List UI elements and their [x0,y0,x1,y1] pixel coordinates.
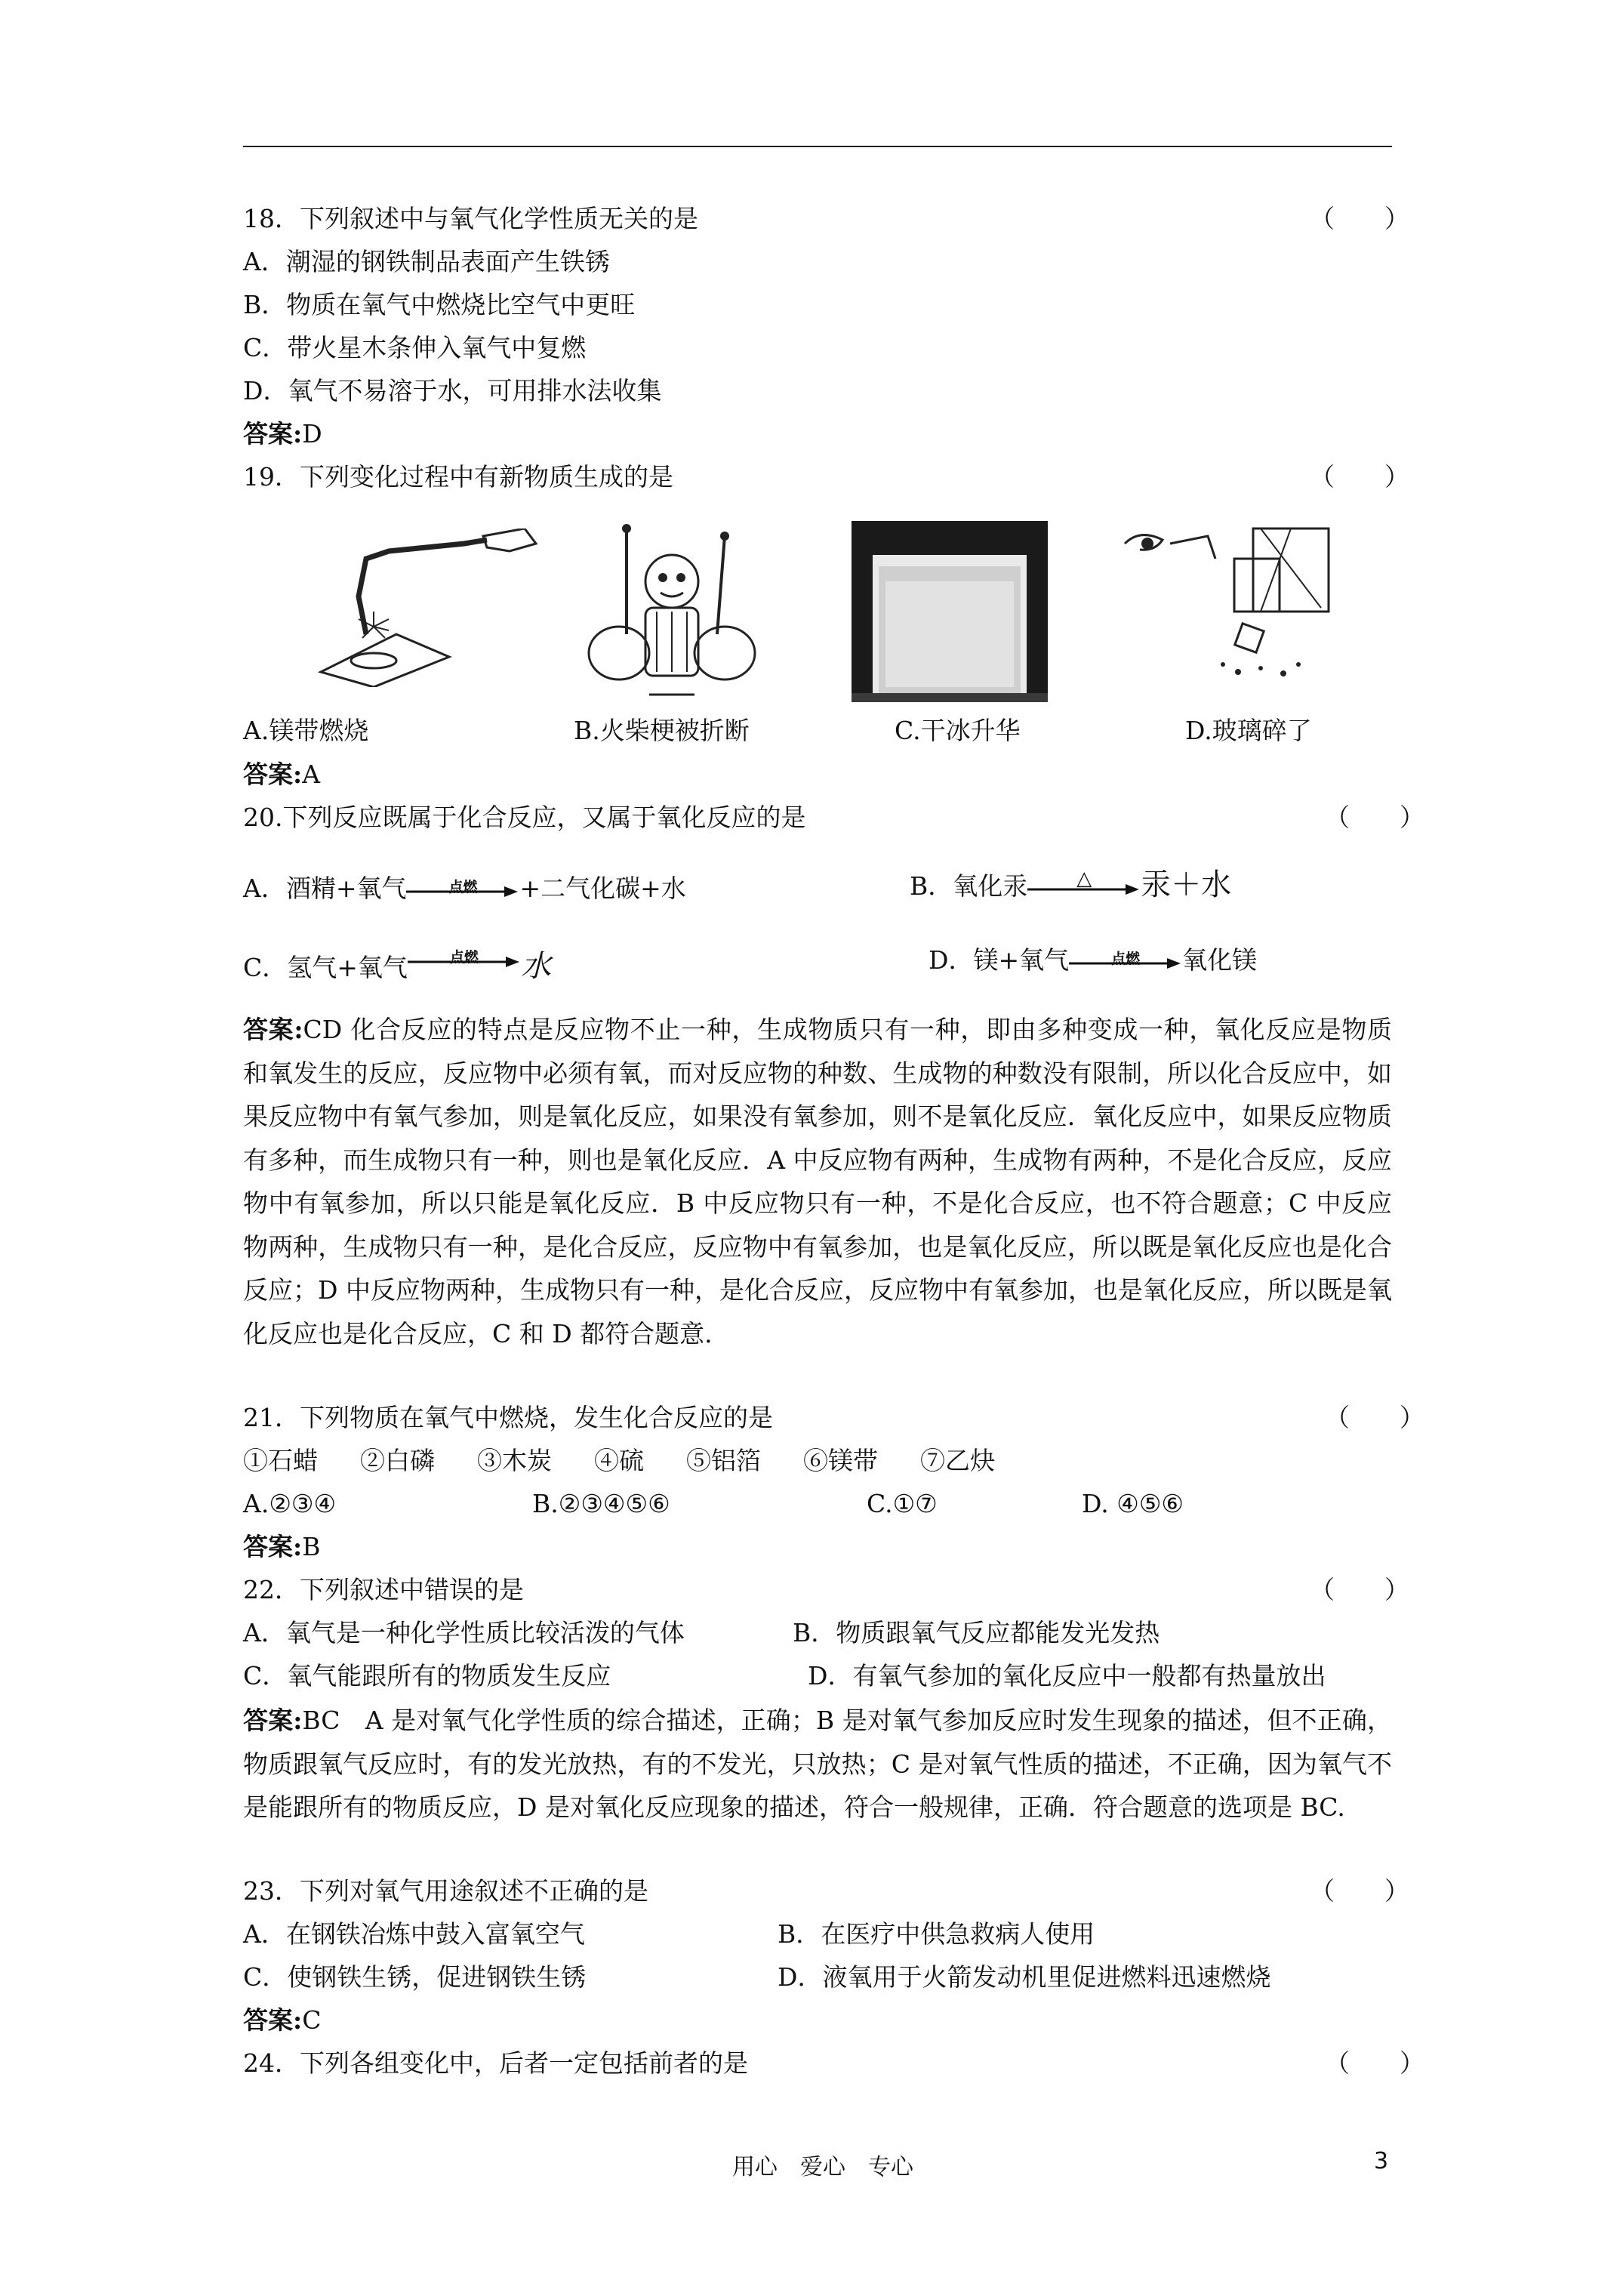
footer-text: 用心 爱心 专心 [732,2154,913,2180]
q21-option-a: A.②③④ [243,1489,337,1518]
q20-option-d [929,944,1257,977]
q21-option-c: C.①⑦ [867,1489,938,1518]
q22-answer-bracket: （ ） [1310,1575,1409,1604]
q23-option-d: D．液氧用于火箭发动机里促进燃料迅速燃烧 [778,1962,1271,1992]
q21-answer-value: B [302,1532,321,1561]
q20-option-c [243,950,551,985]
q23-option-b: B．在医疗中供急救病人使用 [778,1919,1095,1949]
q21-item: ③木炭 [477,1446,552,1475]
q18-answer [243,418,322,451]
q19-caption-a: A.镁带燃烧 [243,716,369,745]
answer-label: 答案: [243,1532,303,1561]
arrow-icon [1027,883,1141,895]
q21-option-d: D. ④⑤⑥ [1082,1489,1184,1518]
q24-stem: 24．下列各组变化中，后者一定包括前者的是 [243,2048,748,2078]
q21-answer [243,1530,320,1564]
q18-option-b: B．物质在氧气中燃烧比空气中更旺 [243,290,636,319]
q19-caption-b: B.火柴梗被折断 [574,716,750,745]
dry-ice-figure [852,521,1048,702]
q19-caption-c: C.干冰升华 [895,716,1021,745]
q20-d-products: 氧化镁 [1182,945,1258,975]
arrow-condition: 点燃 [448,879,478,895]
arrow-condition: 点燃 [1111,951,1141,967]
q21-stem: 21．下列物质在氧气中燃烧，发生化合反应的是 [243,1403,773,1432]
magnesium-burning-figure [313,529,540,687]
q18-answer-value: D [302,419,322,448]
q20-a-products: +二气化碳+水 [519,874,686,903]
q23-answer-value: C [302,2005,322,2035]
q19-answer-value: A [302,760,321,789]
q18-option-d: D．氧气不易溶于水，可用排水法收集 [243,376,662,405]
q20-option-a [243,872,686,905]
q23-answer [243,2004,321,2037]
q22-answer-explanation: BC A 是对氧气化学性质的综合描述，正确；B 是对氧气参加反应时发生现象的描述，但不正确，物质跟氧气反应时，有的发光放热，有的不发光，只放热；C 是对氧气性质的描述，不正确，因为氧气不是能跟所有的物质反应，D 是对氧化反应现象的描述，符合一般规律，正确．符合题意的选项是 BC. [243,1706,1392,1822]
q22-option-a: A．氧气是一种化学性质比较活泼的气体 [243,1618,685,1647]
q21-item: ②白磷 [360,1446,435,1475]
q19-answer [243,758,320,791]
header-rule [243,146,1392,147]
q20-answer-bracket: （ ） [1325,803,1424,832]
answer-label: 答案: [243,419,303,448]
q18-answer-bracket: （ ） [1310,204,1409,233]
q23-stem: 23．下列对氧气用途叙述不正确的是 [243,1876,648,1906]
q23-answer-bracket: （ ） [1310,1876,1409,1906]
q24-answer-bracket: （ ） [1325,2048,1424,2078]
q22-option-c: C．氧气能跟所有的物质发生反应 [243,1661,611,1690]
q22-option-b: B．物质跟氧气反应都能发光发热 [793,1618,1160,1647]
answer-label: 答案: [243,1706,303,1735]
q21-item: ⑥镁带 [803,1446,878,1475]
q21-item: ④硫 [594,1446,644,1475]
page-number: 3 [1374,2148,1389,2174]
q20-answer [243,1008,1392,1355]
q21-answer-bracket: （ ） [1325,1403,1424,1432]
q20-b-products: 汞＋水 [1141,868,1232,902]
q22-option-d: D．有氧气参加的氧化反应中一般都有热量放出 [808,1661,1326,1690]
q20-c-reactants: C．氢气+氧气 [243,953,408,982]
q19-caption-d: D.玻璃碎了 [1185,716,1312,745]
ignite-arrow [408,945,521,975]
q21-item: ⑦乙炔 [920,1446,995,1475]
q21-item: ⑤铝箔 [686,1446,761,1475]
q22-stem: 22．下列叙述中错误的是 [243,1575,524,1604]
q18-stem: 18．下列叙述中与氧气化学性质无关的是 [243,204,698,233]
q20-answer-explanation: CD 化合反应的特点是反应物不止一种，生成物质只有一种，即由多种变成一种，氧化反应是物质和氧发生的反应，反应物中必须有氧，而对反应物的种数、生成物的种数没有限制，所以化合反应中，如果反应物中有氧气参加，则是氧化反应，如果没有氧参加，则不是氧化反应．氧化反应中，如果反应物质有多种，而生成物只有一种，则也是氧化反应．A 中反应物有两种，生成物有两种，不是化合反应，反应物中有氧参加，所以只能是氧化反应．B 中反应物只有一种，不是化合反应，也不符合题意；C 中反应物两种，生成物只有一种，是化合反应，反应物中有氧参加，也是氧化反应，所以既是氧化反应也是化合反应；D 中反应物两种，生成物只有一种，是化合反应，反应物中有氧参加，也是氧化反应，所以既是氧化反应也是化合反应，C 和 D 都符合题意. [243,1015,1392,1348]
q19-stem: 19．下列变化过程中有新物质生成的是 [243,462,673,492]
arrow-icon [406,886,519,898]
heat-symbol: △ [1076,868,1092,890]
q21-option-b: B.②③④⑤⑥ [532,1489,670,1518]
q21-item: ①石蜡 [243,1446,318,1475]
q18-option-a: A．潮湿的钢铁制品表面产生铁锈 [243,247,610,276]
ignite-arrow [406,875,519,905]
q20-option-b [910,868,1231,903]
arrow-condition: 点燃 [449,949,479,966]
glass-breaking-figure [1110,513,1344,695]
q20-d-reactants: D．镁+氧气 [929,945,1070,975]
match-breaking-figure [574,513,770,702]
q20-a-reactants: A．酒精+氧气 [243,874,407,903]
q23-option-c: C．使钢铁生锈，促进钢铁生锈 [243,1962,587,1992]
q19-answer-bracket: （ ） [1310,462,1409,492]
q20-stem: 20.下列反应既属于化合反应，又属于氧化反应的是 [243,803,806,832]
q18-option-c: C．带火星木条伸入氧气中复燃 [243,333,587,362]
arrow-icon [408,956,521,968]
arrow-icon [1069,957,1182,969]
q21-items [243,1444,995,1478]
q20-c-products: 水 [520,949,551,984]
answer-label: 答案: [243,1015,303,1044]
q22-answer [243,1699,1392,1829]
answer-label: 答案: [243,2005,303,2035]
q20-b-reactants: B．氧化汞 [910,871,1028,901]
q23-option-a: A．在钢铁冶炼中鼓入富氧空气 [243,1919,585,1949]
ignite-arrow [1069,947,1182,977]
heat-arrow [1027,868,1141,903]
answer-label: 答案: [243,760,303,789]
